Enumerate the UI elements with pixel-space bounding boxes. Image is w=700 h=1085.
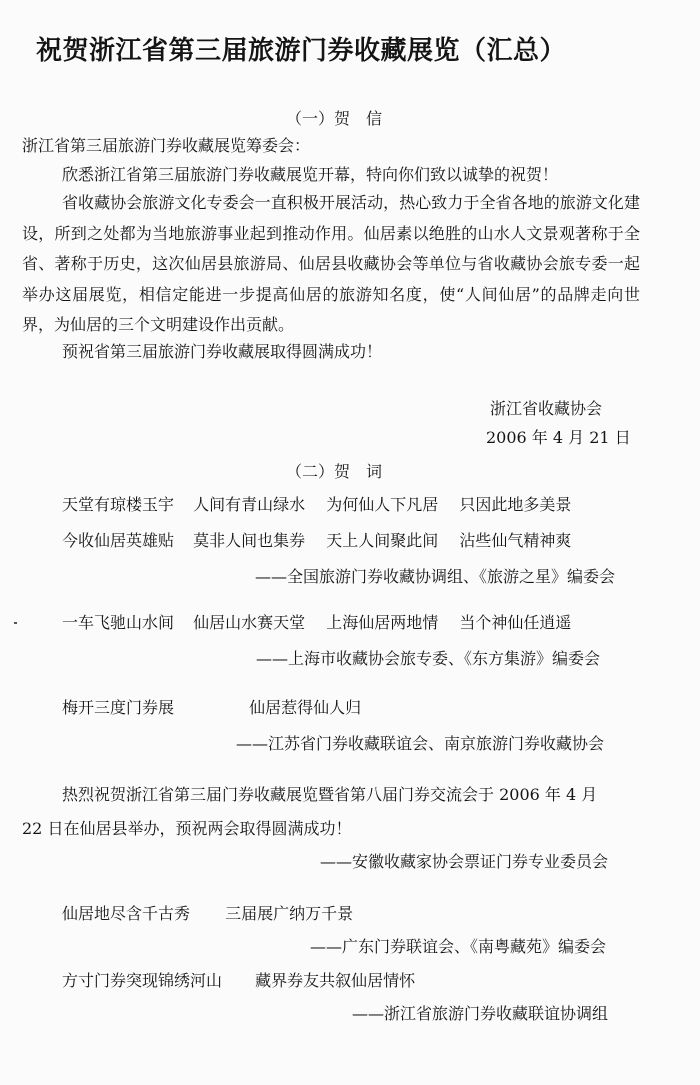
poem5-line1-phrase: 仙居地尽含千古秀 — [62, 904, 191, 923]
poem3-line1-phrase: 仙居惹得仙人归 — [249, 698, 362, 717]
poem3-line1-phrase: 梅开三度门券展 — [62, 698, 175, 717]
poem2-author: ——上海市收藏协会旅专委、《东方集游》编委会 — [256, 649, 601, 668]
poem2-line1-phrase: 上海仙居两地情 — [326, 613, 439, 632]
poem3-line1 — [62, 697, 361, 719]
poem1-line1 — [62, 494, 571, 516]
poem1-line2-phrase: 天上人间聚此间 — [326, 531, 439, 550]
poem6-line1 — [62, 970, 415, 992]
letter-heading: （一）贺 信 — [286, 109, 383, 128]
poem2-line1-phrase: 当个神仙任逍遥 — [459, 613, 572, 632]
poem1-line1-phrase: 为何仙人下凡居 — [326, 495, 439, 514]
letter-paragraph-2: 省收藏协会旅游文化专委会一直积极开展活动，热心致力于全省各地的旅游文化建设，所到之处都为当地旅游事业起到推动作用。仙居素以绝胜的山水人文景观著称于全省、著称于历史，这次仙居县旅游局、仙居县收藏协会等单位与省收藏协会旅专委一起举办这届展览，相信定能进一步提高仙居的旅游知名度，使“人间仙居”的品牌走向世界，为仙居的三个文明建设作出贡献。 — [22, 193, 640, 334]
poem1-line1-phrase: 只因此地多美景 — [459, 495, 572, 514]
poem5-author: ——广东门券联谊会、《南粤藏苑》编委会 — [310, 937, 607, 956]
poem1-line2-phrase: 莫非人间也集券 — [193, 531, 306, 550]
poem1-author: ——全国旅游门券收藏协调组、《旅游之星》编委会 — [255, 567, 616, 586]
scan-speck — [14, 622, 17, 624]
poem1-line1-phrase: 天堂有琼楼玉宇 — [62, 495, 175, 514]
poem6-line1-phrase: 藏界券友共叙仙居情怀 — [255, 971, 416, 990]
poem3-author: ——江苏省门券收藏联谊会、南京旅游门券收藏协会 — [236, 734, 605, 753]
letter-paragraph-1: 欣悉浙江省第三届旅游门券收藏展览开幕，特向你们致以诚挚的祝贺！ — [62, 165, 559, 184]
poem5-line1-phrase: 三届展广纳万千景 — [225, 904, 354, 923]
poem6-author: ——浙江省旅游门券收藏联谊协调组 — [352, 1004, 609, 1023]
letter-signer: 浙江省收藏协会 — [490, 399, 603, 418]
message4-author: ——安徽收藏家协会票证门券专业委员会 — [320, 852, 609, 871]
poem1-line1-phrase: 人间有青山绿水 — [193, 495, 306, 514]
poem6-line1-phrase: 方寸门券突现锦绣河山 — [62, 971, 223, 990]
poem2-line1-phrase: 一车飞驰山水间 — [62, 613, 175, 632]
poem1-line2-phrase: 今收仙居英雄贴 — [62, 531, 175, 550]
letter-date: 2006 年 4 月 21 日 — [486, 428, 631, 447]
page-title: 祝贺浙江省第三届旅游门券收藏展览（汇总） — [36, 36, 567, 66]
poems-heading: （二）贺 词 — [286, 462, 383, 481]
message4-line1: 热烈祝贺浙江省第三届门券收藏展览暨省第八届门券交流会于 2006 年 4 月 — [62, 785, 598, 804]
poem1-line2-phrase: 沾些仙气精神爽 — [459, 531, 572, 550]
message4-line2: 22 日在仙居县举办，预祝两会取得圆满成功！ — [22, 819, 352, 838]
letter-paragraph-3: 预祝省第三届旅游门券收藏展取得圆满成功！ — [62, 342, 383, 361]
poem1-line2 — [62, 530, 571, 552]
letter-salutation: 浙江省第三届旅游门券收藏展览筹委会： — [22, 136, 311, 155]
poem2-line1-phrase: 仙居山水赛天堂 — [193, 613, 306, 632]
poem2-line1 — [62, 612, 571, 634]
poem5-line1 — [62, 903, 353, 925]
